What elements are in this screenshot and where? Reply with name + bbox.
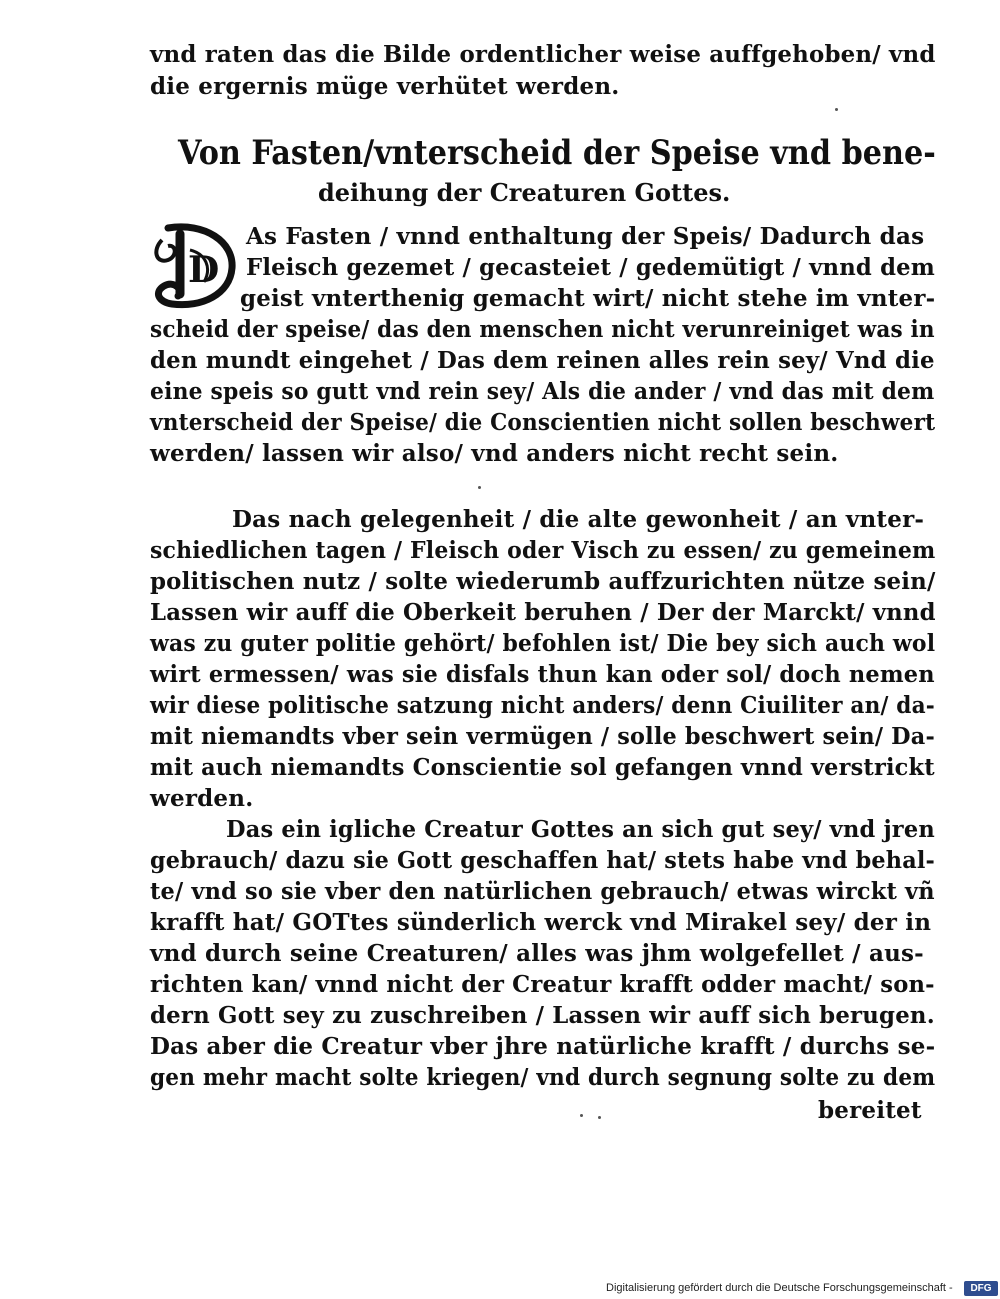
text-line: vnd durch seine Creaturen/ alles was jhm wolgefellet / aus-: [150, 940, 924, 967]
text-line: Das nach gelegenheit / die alte gewonheit / an vnter-: [232, 506, 925, 533]
text-line: gebrauch/ dazu sie Gott geschaffen hat/ stets habe vnd behal-: [150, 847, 935, 874]
text-line: wirt ermessen/ was sie disfals thun kan oder sol/ doch nemen: [150, 661, 935, 688]
initial-letter: D: [188, 249, 220, 291]
text-line: richten kan/ vnnd nicht der Creatur krafft odder macht/ son-: [150, 971, 935, 998]
text-line: dern Gott sey zu zuschreiben / Lassen wir auff sich berugen.: [150, 1002, 935, 1029]
text-line: was zu guter politie gehört/ befohlen ist/ Die bey sich auch wol: [150, 630, 936, 657]
text-line: die ergernis müge verhütet werden.: [150, 73, 620, 100]
scan-speck: [835, 108, 838, 111]
text-line: Lassen wir auff die Oberkeit beruhen / Der der Marckt/ vnnd: [150, 599, 936, 626]
text-line: geist vnterthenig gemacht wirt/ nicht stehe im vnter-: [240, 285, 936, 312]
scan-speck: [598, 1116, 601, 1119]
text-line: scheid der speise/ das den menschen nicht verunreiniget was in: [150, 316, 935, 343]
decorative-initial: [150, 220, 240, 312]
section-heading: Von Fasten/vnterscheid der Speise vnd bene-: [178, 133, 936, 173]
text-line: mit niemandts vber sein vermügen / solle beschwert sein/ Da-: [150, 723, 935, 750]
catchword: bereitet: [818, 1097, 922, 1124]
text-line: vnterscheid der Speise/ die Conscientien nicht sollen beschwert: [150, 409, 936, 436]
text-line: eine speis so gutt vnd rein sey/ Als die ander / vnd das mit dem: [150, 378, 935, 405]
section-heading-continued: deihung der Creaturen Gottes.: [318, 178, 731, 207]
text-line: te/ vnd so sie vber den natürlichen gebrauch/ etwas wirckt vñ: [150, 878, 935, 905]
text-line: politischen nutz / solte wiederumb auffzurichten nütze sein/: [150, 568, 936, 595]
text-line: mit auch niemandts Conscientie sol gefangen vnnd verstrickt: [150, 754, 935, 781]
text-line: schiedlichen tagen / Fleisch oder Visch zu essen/ zu gemeinem: [150, 537, 936, 564]
text-line: werden/ lassen wir also/ vnd anders nicht recht sein.: [150, 440, 839, 467]
text-line: Das ein igliche Creatur Gottes an sich gut sey/ vnd jren: [226, 816, 935, 843]
digitization-credit: Digitalisierung gefördert durch die Deutsche Forschungsgemeinschaft -: [606, 1282, 953, 1294]
text-line: vnd raten das die Bilde ordentlicher weise auffgehoben/ vnd: [150, 41, 936, 68]
scan-speck: [478, 486, 481, 489]
text-line: As Fasten / vnnd enthaltung der Speis/ Dadurch das: [246, 223, 925, 250]
text-line: gen mehr macht solte kriegen/ vnd durch segnung solte zu dem: [150, 1064, 936, 1091]
text-line: den mundt eingehet / Das dem reinen alles rein sey/ Vnd die: [150, 347, 935, 374]
text-line: wir diese politische satzung nicht anders/ denn Ciuiliter an/ da-: [150, 692, 935, 719]
text-line: Das aber die Creatur vber jhre natürliche krafft / durchs se-: [150, 1033, 936, 1060]
scan-speck: [580, 1114, 583, 1117]
text-line: Fleisch gezemet / gecasteiet / gedemütigt / vnnd dem: [246, 254, 936, 281]
dfg-logo: DFG: [964, 1281, 998, 1296]
text-line: krafft hat/ GOTtes sünderlich werck vnd Mirakel sey/ der in: [150, 909, 932, 936]
text-line: werden.: [150, 785, 254, 812]
